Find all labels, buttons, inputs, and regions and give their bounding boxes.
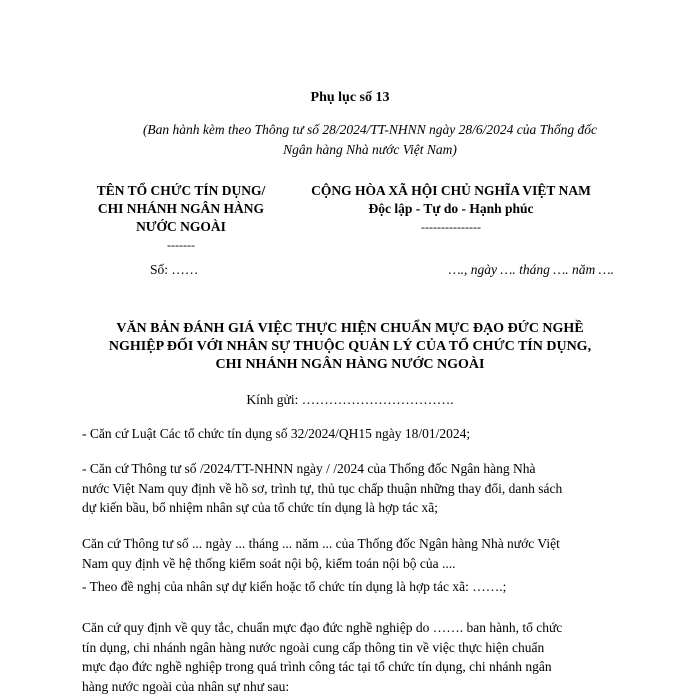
paragraph-line: - Căn cứ Thông tư số /2024/TT-NHNN ngày / /2024 của Thống đốc Ngân hàng Nhà xyxy=(82,461,536,476)
recipient-line: Kính gửi: ……………………………. xyxy=(246,392,454,407)
appendix-title: Phụ lục số 13 xyxy=(310,90,390,105)
paragraph-line: hàng nước ngoài của nhân sự như sau: xyxy=(82,678,290,694)
body-paragraph xyxy=(82,424,642,444)
organization-name-line: NƯỚC NGOÀI xyxy=(136,219,226,234)
organization-divider: ------- xyxy=(167,238,195,252)
document-number: Số: …… xyxy=(150,262,199,277)
national-divider: --------------- xyxy=(421,220,481,234)
organization-name-line: CHI NHÁNH NGÂN HÀNG xyxy=(97,201,265,216)
paragraph-line: mực đạo đức nghề nghiệp trong quá trình công tác tại tổ chức tín dụng, chi nhánh ngân xyxy=(82,659,552,674)
appendix-note-line: Ngân hàng Nhà nước Việt Nam) xyxy=(283,142,457,157)
paragraph-line: nước Việt Nam quy định về hồ sơ, trình tự, thủ tục chấp thuận những thay đổi, danh sách xyxy=(82,480,563,496)
document-date: …., ngày …. tháng …. năm …. xyxy=(448,262,614,277)
national-title: CỘNG HÒA XÃ HỘI CHỦ NGHĨA VIỆT NAM xyxy=(311,183,591,198)
body-paragraph xyxy=(82,577,642,597)
document-title xyxy=(60,320,640,374)
paragraph-line: Căn cứ quy định về quy tắc, chuẩn mực đạo đức nghề nghiệp do ……. ban hành, tổ chức xyxy=(82,620,563,635)
paragraph-line: Nam quy định về hệ thống kiểm soát nội bộ, kiểm toán nội bộ của .... xyxy=(82,555,456,571)
organization-header xyxy=(60,182,302,254)
paragraph-line: Căn cứ Thông tư số ... ngày ... tháng ... năm ... của Thống đốc Ngân hàng Nhà nước Việt xyxy=(82,536,560,551)
paragraph-line: dự kiến bầu, bổ nhiệm nhân sự của tổ chức tín dụng là hợp tác xã; xyxy=(82,500,439,515)
appendix-note xyxy=(80,120,660,160)
document-title-line: VĂN BẢN ĐÁNH GIÁ VIỆC THỰC HIỆN CHUẨN MỰC ĐẠO ĐỨC NGHỀ xyxy=(116,321,584,336)
body-paragraph xyxy=(82,459,642,518)
paragraph-line: tín dụng, chi nhánh ngân hàng nước ngoài cung cấp thông tin về việc thực hiện chuẩn xyxy=(82,639,545,655)
document-title-line: NGHIỆP ĐỐI VỚI NHÂN SỰ THUỘC QUẢN LÝ CỦA TỔ CHỨC TÍN DỤNG, xyxy=(108,339,592,354)
paragraph-line: - Theo đề nghị của nhân sự dự kiến hoặc tổ chức tín dụng là hợp tác xã: …….; xyxy=(82,579,507,594)
body-paragraph xyxy=(82,618,642,696)
body-paragraph xyxy=(82,534,642,573)
paragraph-line: - Căn cứ Luật Các tổ chức tín dụng số 32/2024/QH15 ngày 18/01/2024; xyxy=(82,426,471,441)
appendix-note-line: (Ban hành kèm theo Thông tư số 28/2024/TT-NHNN ngày 28/6/2024 của Thống đốc xyxy=(142,122,598,137)
national-motto: Độc lập - Tự do - Hạnh phúc xyxy=(368,201,534,216)
organization-name-line: TÊN TỔ CHỨC TÍN DỤNG/ xyxy=(96,183,266,198)
national-header xyxy=(270,182,632,236)
document-title-line: CHI NHÁNH NGÂN HÀNG NƯỚC NGOÀI xyxy=(215,357,485,372)
